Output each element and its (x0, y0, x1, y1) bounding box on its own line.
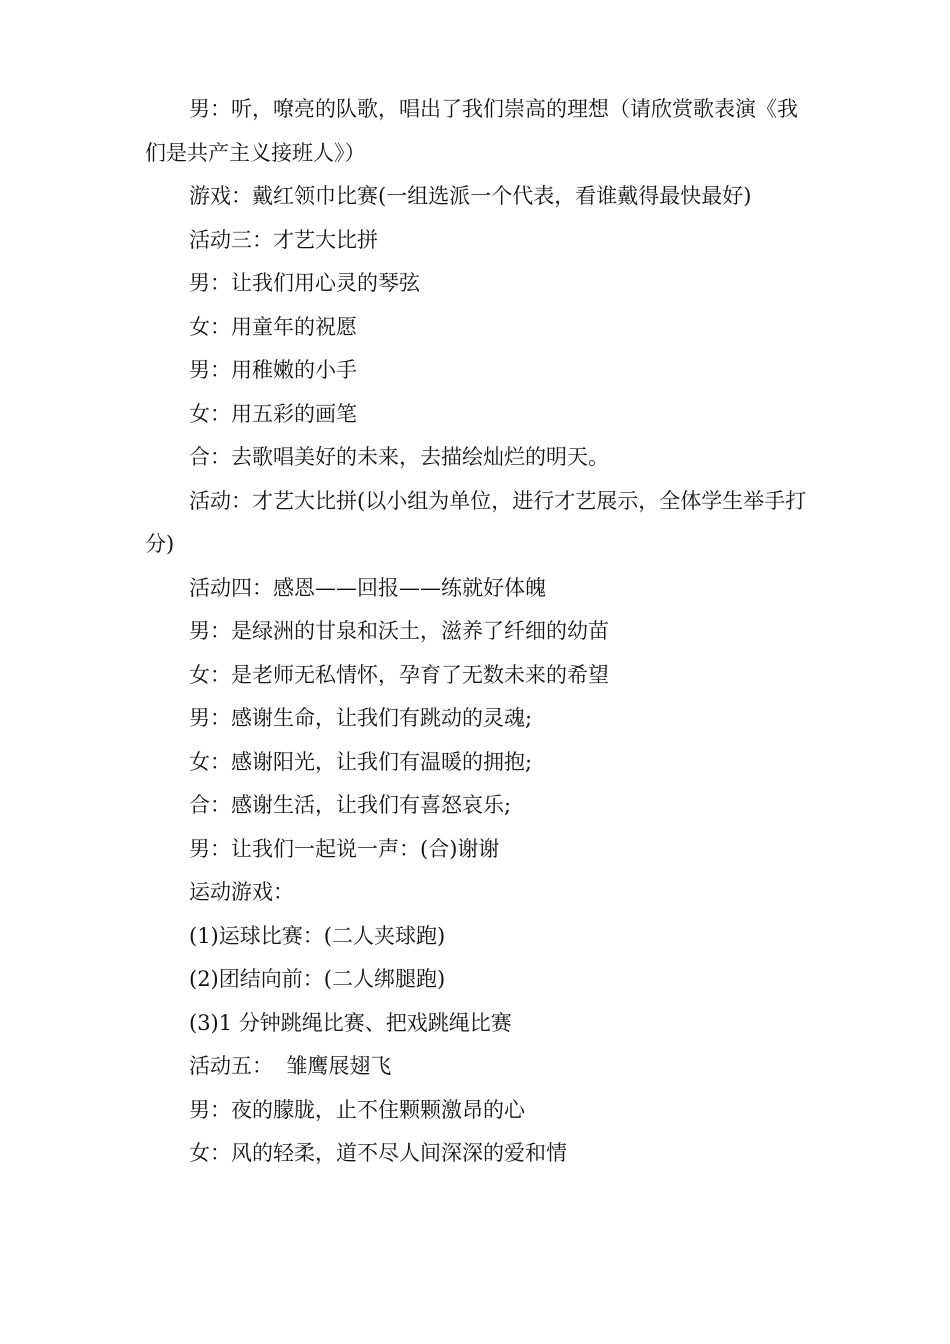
paragraph-2: 游戏：戴红领巾比赛(一组选派一个代表，看谁戴得最快最好) (189, 184, 752, 208)
paragraph-14: 女：感谢阳光，让我们有温暖的拥抱; (189, 749, 533, 774)
paragraph-12: 女：是老师无私情怀，孕育了无数未来的希望 (189, 662, 609, 687)
paragraph-15: 合：感谢生活，让我们有喜怒哀乐; (189, 793, 512, 817)
paragraph-16: 男：让我们一起说一声：(合)谢谢 (189, 836, 500, 861)
paragraph-23: 女：风的轻柔，道不尽人间深深的爱和情 (189, 1141, 567, 1165)
paragraph-1: 男：听，嘹亮的队歌，唱出了我们崇高的理想（请欣赏歌表演《我们是共产主义接班人》） (145, 97, 798, 165)
paragraph-6: 男：用稚嫩的小手 (189, 358, 357, 382)
paragraph-20: (3)1 分钟跳绳比赛、把戏跳绳比赛 (189, 1010, 512, 1035)
paragraph-3: 活动三：才艺大比拼 (189, 227, 378, 252)
paragraph-10: 活动四：感恩——回报——练就好体魄 (189, 575, 546, 600)
paragraph-19: (2)团结向前：(二人绑腿跑) (189, 967, 446, 991)
paragraph-7: 女：用五彩的画笔 (189, 401, 357, 426)
paragraph-13: 男：感谢生命，让我们有跳动的灵魂; (189, 706, 533, 730)
paragraph-9: 活动：才艺大比拼(以小组为单位，进行才艺展示，全体学生举手打分) (145, 488, 807, 556)
paragraph-22: 男：夜的朦胧，止不住颗颗激昂的心 (189, 1097, 525, 1122)
paragraph-5: 女：用童年的祝愿 (189, 314, 357, 339)
paragraph-17: 运动游戏： (189, 880, 294, 904)
paragraph-18: (1)运球比赛：(二人夹球跑) (189, 923, 446, 948)
paragraph-8: 合：去歌唱美好的未来，去描绘灿烂的明天。 (189, 445, 609, 469)
paragraph-11: 男：是绿洲的甘泉和沃土，滋养了纤细的幼苗 (189, 619, 609, 643)
paragraph-21: 活动五： 雏鹰展翅飞 (189, 1054, 392, 1078)
document-body (145, 88, 810, 1176)
paragraph-4: 男：让我们用心灵的琴弦 (189, 271, 420, 295)
